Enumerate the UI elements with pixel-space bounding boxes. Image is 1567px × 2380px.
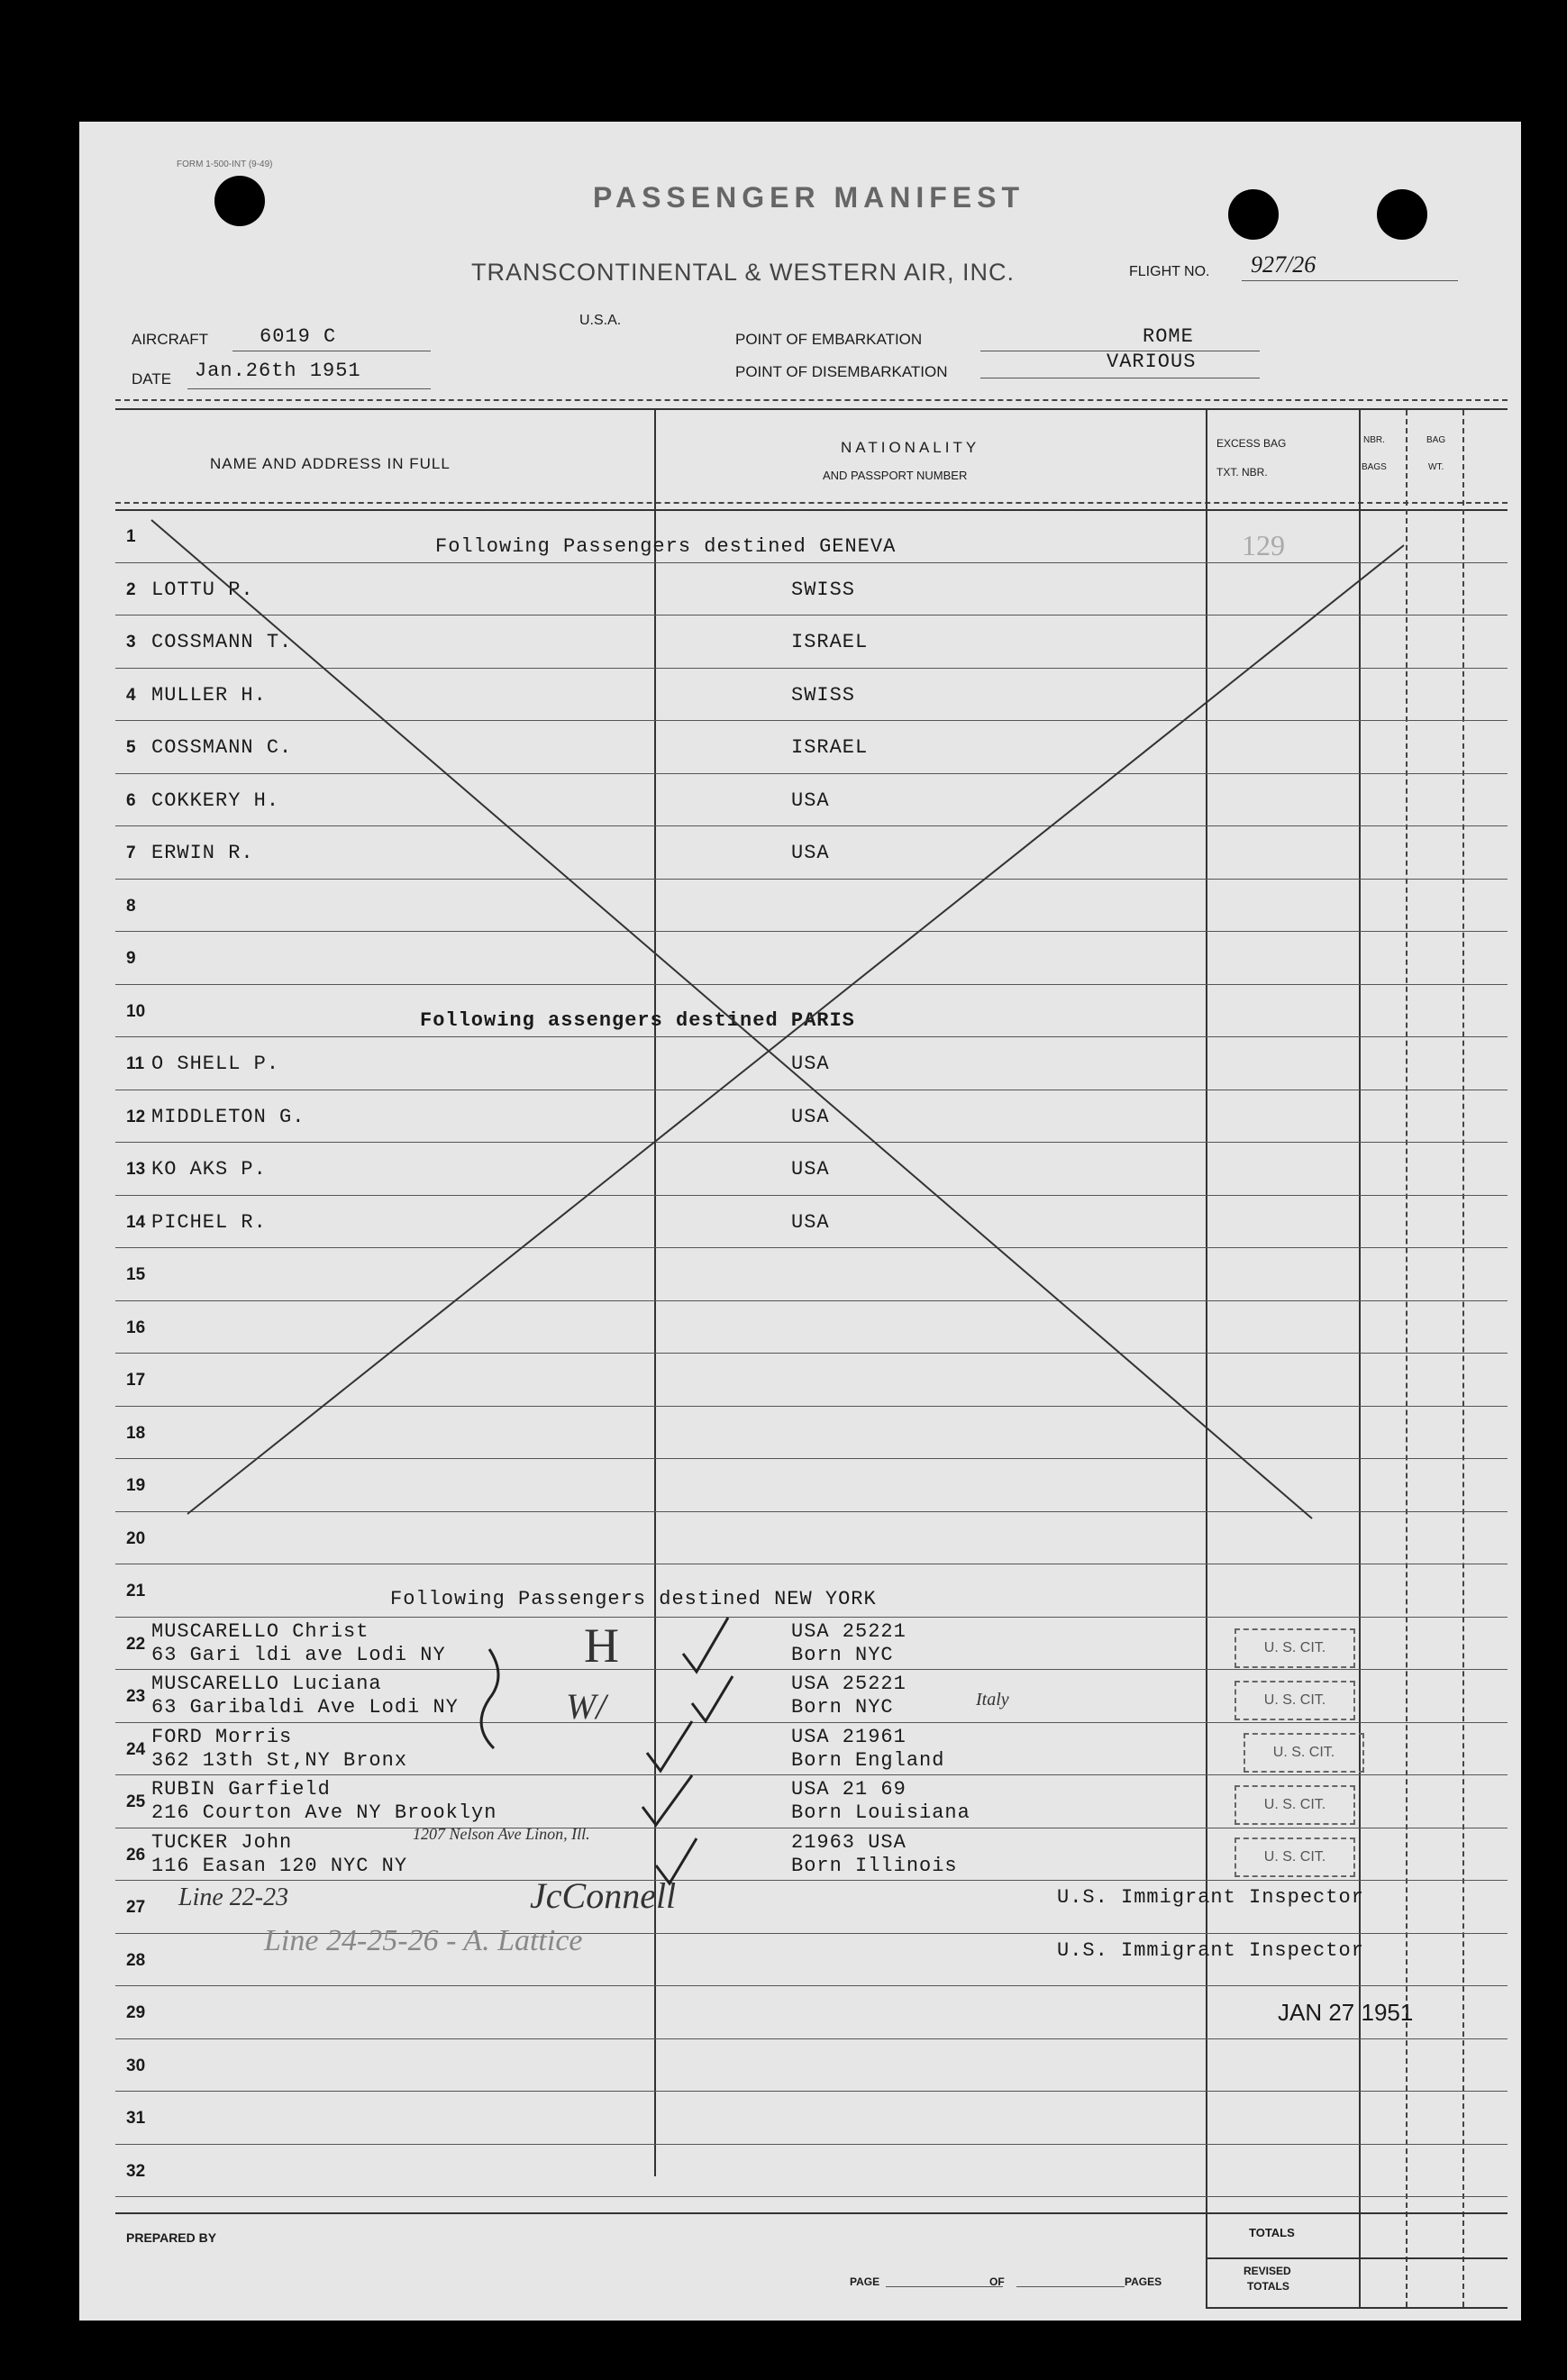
bracket-mark xyxy=(481,1649,498,1748)
check-marks xyxy=(79,122,1521,1924)
col-header-nationality: NATIONALITY xyxy=(841,439,980,456)
row-number: 2 xyxy=(126,579,136,599)
check-mark-26 xyxy=(656,1838,697,1883)
us-citizen-stamp: U. S. CIT. xyxy=(1244,1733,1364,1773)
passenger-address: 362 13th St,NY Bronx xyxy=(151,1748,408,1772)
row-number: 8 xyxy=(126,896,136,916)
row-number: 31 xyxy=(126,2109,146,2128)
row-number: 15 xyxy=(126,1265,146,1284)
check-mark-25 xyxy=(642,1775,692,1825)
check-mark-22 xyxy=(683,1618,728,1672)
passenger-birthplace: Born Louisiana xyxy=(791,1801,970,1824)
passenger-name: LOTTU P. xyxy=(151,578,254,601)
aircraft-value: 6019 C xyxy=(260,325,337,348)
row-number: 28 xyxy=(126,1950,146,1970)
us-citizen-stamp: U. S. CIT. xyxy=(1234,1681,1355,1720)
row-number: 21 xyxy=(126,1582,146,1600)
row-number: 6 xyxy=(126,790,136,810)
row-number: 5 xyxy=(126,738,136,757)
check-mark-24 xyxy=(647,1721,692,1771)
row-number: 11 xyxy=(126,1054,145,1073)
revised-totals-label-2: TOTALS xyxy=(1247,2280,1289,2293)
passenger-nationality: USA 25221 xyxy=(791,1673,906,1695)
excess-bag-number: 129 xyxy=(1242,529,1285,561)
row-number: 23 xyxy=(126,1687,146,1706)
footer-pages-label: PAGES xyxy=(1125,2275,1162,2288)
row-number: 12 xyxy=(126,1107,146,1126)
col-header-nbr: NBR. xyxy=(1363,435,1385,445)
row-number: 30 xyxy=(126,2056,146,2075)
disembark-label: POINT OF DISEMBARKATION xyxy=(735,363,948,380)
handwritten-mark-w: W/ xyxy=(566,1686,606,1727)
disembark-value: VARIOUS xyxy=(1107,351,1197,373)
passenger-name: KO AKS P. xyxy=(151,1158,267,1181)
passenger-address: 63 Garibaldi Ave Lodi NY xyxy=(151,1696,459,1719)
destination-geneva: Following Passengers destined GENEVA xyxy=(435,535,897,558)
row-rule xyxy=(115,1985,1508,1986)
us-citizen-stamp: U. S. CIT. xyxy=(1234,1837,1355,1877)
carrier-name: TRANSCONTINENTAL & WESTERN AIR, INC. xyxy=(471,259,1016,286)
passenger-name: COKKERY H. xyxy=(151,789,280,812)
row-number: 20 xyxy=(126,1528,146,1548)
passenger-nationality: SWISS xyxy=(791,683,856,707)
col-header-wt: WT. xyxy=(1428,462,1444,472)
row-number: 22 xyxy=(126,1634,146,1654)
inspector-signature-2: U.S. Immigrant Inspector xyxy=(1057,1939,1364,1962)
passenger-nationality: USA 21961 xyxy=(791,1725,906,1748)
passenger-name: PICHEL R. xyxy=(151,1210,267,1234)
col-header-bag: BAG xyxy=(1426,435,1446,445)
handwritten-signature: JcConnell xyxy=(530,1875,677,1916)
form-number: FORM 1-500-INT (9-49) xyxy=(177,160,273,169)
passenger-name: RUBIN Garfield xyxy=(151,1778,331,1801)
passenger-name: ERWIN R. xyxy=(151,842,254,864)
passenger-name: MIDDLETON G. xyxy=(151,1105,305,1128)
passenger-birthplace: Born NYC xyxy=(791,1696,894,1719)
passenger-birthplace: Born Illinois xyxy=(791,1854,958,1877)
col-header-txt: TXT. NBR. xyxy=(1216,466,1268,479)
passenger-name: MUSCARELLO Luciana xyxy=(151,1673,382,1695)
passenger-name: COSSMANN T. xyxy=(151,631,293,653)
footer-rule xyxy=(115,2212,1508,2214)
passenger-nationality: USA xyxy=(791,789,830,812)
date-value: Jan.26th 1951 xyxy=(195,360,361,382)
flight-no-label: FLIGHT NO. xyxy=(1129,264,1210,279)
passenger-name: TUCKER John xyxy=(151,1830,293,1854)
col-header-excess: EXCESS BAG xyxy=(1216,437,1287,450)
passenger-nationality: SWISS xyxy=(791,578,856,601)
handwritten-line-28: Line 24-25-26 - A. Lattice xyxy=(264,1924,583,1957)
page-blank xyxy=(886,2286,1003,2287)
handwritten-note-italy: Italy xyxy=(976,1690,1009,1710)
passenger-nationality: USA xyxy=(791,842,830,864)
passenger-name: MUSCARELLO Christ xyxy=(151,1619,369,1643)
inspector-signature-1: U.S. Immigrant Inspector xyxy=(1057,1886,1364,1909)
check-mark-23 xyxy=(692,1676,733,1721)
destination-new-york: Following Passengers destined NEW YORK xyxy=(390,1588,877,1610)
row-number: 18 xyxy=(126,1423,146,1443)
row-number: 14 xyxy=(126,1212,146,1232)
row-rule xyxy=(115,2091,1508,2092)
country-label: U.S.A. xyxy=(579,313,622,328)
inspection-date-stamp: JAN 27 1951 xyxy=(1278,1999,1414,2026)
passenger-address: 216 Courton Ave NY Brooklyn xyxy=(151,1801,497,1824)
row-rule xyxy=(115,2196,1508,2197)
manifest-sheet xyxy=(79,122,1521,2321)
row-rule xyxy=(115,2144,1508,2145)
us-citizen-stamp: U. S. CIT. xyxy=(1234,1785,1355,1825)
row-number: 26 xyxy=(126,1845,146,1865)
col-header-passport: AND PASSPORT NUMBER xyxy=(823,469,968,482)
embark-label: POINT OF EMBARKATION xyxy=(735,331,923,348)
manifest-title: PASSENGER MANIFEST xyxy=(593,181,1025,214)
totals-label: TOTALS xyxy=(1249,2226,1295,2239)
row-number: 17 xyxy=(126,1371,146,1390)
passenger-name: O SHELL P. xyxy=(151,1053,280,1075)
table-bottom-rule xyxy=(1206,2307,1508,2309)
footer-of-label: OF xyxy=(989,2275,1005,2288)
passenger-nationality: USA 25221 xyxy=(791,1619,906,1643)
passenger-birthplace: Born NYC xyxy=(791,1643,894,1666)
destination-paris: Following assengers destined PARIS xyxy=(420,1009,855,1032)
passenger-name: MULLER H. xyxy=(151,683,267,707)
prepared-by-label: PREPARED BY xyxy=(126,2230,217,2245)
row-number: 29 xyxy=(126,2003,146,2022)
passenger-nationality: 21963 USA xyxy=(791,1830,906,1854)
pages-blank xyxy=(1016,2286,1125,2287)
row-number: 24 xyxy=(126,1739,146,1759)
passenger-address: 116 Easan 120 NYC NY xyxy=(151,1854,408,1877)
row-number: 19 xyxy=(126,1476,146,1495)
row-number: 4 xyxy=(126,685,136,705)
passenger-nationality: USA xyxy=(791,1053,830,1075)
col-header-bags: BAGS xyxy=(1362,462,1387,472)
passenger-name: FORD Morris xyxy=(151,1725,293,1748)
handwritten-note-address: 1207 Nelson Ave Linon, Ill. xyxy=(413,1825,590,1843)
row-number: 1 xyxy=(126,527,136,546)
flight-no-value: 927/26 xyxy=(1251,251,1316,278)
embark-value: ROME xyxy=(1143,325,1194,348)
revised-totals-label-1: REVISED xyxy=(1244,2265,1291,2277)
row-number: 10 xyxy=(126,1001,146,1021)
row-number: 7 xyxy=(126,843,136,862)
footer-page-label: PAGE xyxy=(850,2275,880,2288)
row-number: 13 xyxy=(126,1160,146,1179)
row-number: 32 xyxy=(126,2161,146,2181)
row-number: 25 xyxy=(126,1792,146,1811)
row-number: 3 xyxy=(126,633,136,652)
us-citizen-stamp: U. S. CIT. xyxy=(1234,1628,1355,1668)
passenger-name: COSSMANN C. xyxy=(151,736,293,759)
passenger-birthplace: Born England xyxy=(791,1748,945,1772)
passenger-nationality: USA 21 69 xyxy=(791,1778,906,1801)
handwritten-mark-h: H xyxy=(584,1619,619,1673)
handwritten-line-27: Line 22-23 xyxy=(178,1883,289,1911)
date-label: DATE xyxy=(132,370,172,388)
passenger-nationality: ISRAEL xyxy=(791,631,869,653)
passenger-nationality: ISRAEL xyxy=(791,736,869,759)
passenger-nationality: USA xyxy=(791,1210,830,1234)
row-number: 9 xyxy=(126,949,136,968)
passenger-nationality: USA xyxy=(791,1105,830,1128)
totals-rule xyxy=(1206,2257,1508,2259)
col-header-name: NAME AND ADDRESS IN FULL xyxy=(210,455,451,472)
passenger-address: 63 Gari ldi ave Lodi NY xyxy=(151,1643,446,1666)
row-rule xyxy=(115,2038,1508,2039)
aircraft-label: AIRCRAFT xyxy=(132,331,208,348)
row-number: 27 xyxy=(126,1898,146,1917)
row-number: 16 xyxy=(126,1318,146,1337)
passenger-nationality: USA xyxy=(791,1158,830,1181)
